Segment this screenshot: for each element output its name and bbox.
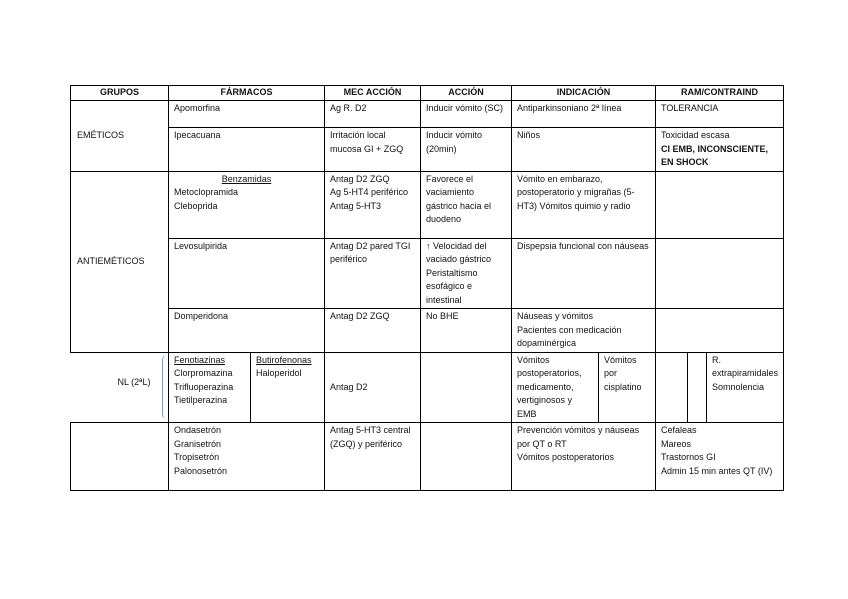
brace-icon bbox=[162, 355, 167, 419]
accion-apomorfina: Inducir vómito (SC) bbox=[421, 101, 512, 128]
drug-cleboprida: Cleboprida bbox=[174, 200, 218, 211]
ram-domperidona bbox=[656, 309, 784, 353]
mec-benzamidas-line: Antag 5-HT3 bbox=[330, 200, 382, 211]
fenotiazinas-heading: Fenotiazinas bbox=[174, 354, 226, 365]
accion-ipecacuana: Inducir vómito (20min) bbox=[421, 128, 512, 172]
header-grupos: GRUPOS bbox=[71, 86, 169, 101]
ram-apomorfina: TOLERANCIA bbox=[656, 101, 784, 128]
group-emeticos: EMÉTICOS bbox=[71, 101, 169, 172]
header-indicacion: INDICACIÓN bbox=[512, 86, 656, 101]
mec-apomorfina: Ag R. D2 bbox=[325, 101, 421, 128]
drug-levosulpirida: Levosulpirida bbox=[169, 238, 325, 309]
header-farmacos: FÁRMACOS bbox=[169, 86, 325, 101]
indicacion-nl bbox=[512, 352, 656, 423]
mec-setrones: Antag 5-HT3 central (ZGQ) y periférico bbox=[325, 423, 421, 491]
butirofenonas-cell bbox=[250, 353, 324, 423]
ram-ipecacuana-ci: CI EMB, INCONSCIENTE, EN SHOCK bbox=[661, 143, 769, 167]
ram-nl bbox=[656, 352, 784, 423]
table-row bbox=[71, 309, 784, 353]
header-accion: ACCIÓN bbox=[421, 86, 512, 101]
header-mec-accion: MEC ACCIÓN bbox=[325, 86, 421, 101]
drug-trifluoperazina: Trifluoperazina bbox=[174, 381, 234, 392]
benzamidas-heading: Benzamidas bbox=[221, 173, 272, 184]
drug-neurolepticos bbox=[169, 352, 325, 423]
ram-mareos: Mareos bbox=[661, 438, 692, 449]
indicacion-apomorfina: Antiparkinsoniano 2ª línea bbox=[512, 101, 656, 128]
table-row bbox=[71, 238, 784, 309]
ram-setrones bbox=[656, 423, 784, 491]
table-row bbox=[71, 352, 784, 423]
drug-ipecacuana: Ipecacuana bbox=[169, 128, 325, 172]
ram-benzamidas bbox=[656, 171, 784, 238]
indicacion-domperidona bbox=[512, 309, 656, 353]
pharmacology-table bbox=[70, 85, 784, 491]
mec-benzamidas bbox=[325, 171, 421, 238]
drug-domperidona: Domperidona bbox=[169, 309, 325, 353]
accion-setrones bbox=[421, 423, 512, 491]
drug-metoclopramida: Metoclopramida bbox=[174, 187, 239, 197]
indicacion-nl-cisplatino: Vómitos por cisplatino bbox=[598, 353, 655, 423]
drug-tietilperazina: Tietilperazina bbox=[174, 395, 228, 405]
drug-haloperidol: Haloperidol bbox=[256, 368, 302, 378]
indicacion-setrones bbox=[512, 423, 656, 491]
indicacion-ipecacuana: Niños bbox=[512, 128, 656, 172]
indicacion-domperidona-line: Pacientes con medicación dopaminérgica bbox=[517, 324, 622, 348]
butirofenonas-heading: Butirofenonas bbox=[256, 354, 312, 365]
group-antiemeticos: ANTIEMÉTICOS bbox=[71, 171, 169, 352]
drug-clorpromazina: Clorpromazina bbox=[174, 368, 233, 378]
fenotiazinas-cell bbox=[169, 353, 250, 423]
table-row bbox=[71, 171, 784, 238]
drug-ondasetron: Ondasetrón bbox=[174, 425, 222, 435]
ram-nl-blank bbox=[656, 353, 687, 423]
indicacion-benzamidas: Vómito en embarazo, postoperatorio y migrañas (5-HT3) Vómitos quimio y radio bbox=[512, 171, 656, 238]
drug-granisetron: Granisetrón bbox=[174, 438, 222, 449]
ram-ipecacuana-toxicidad: Toxicidad escasa bbox=[661, 130, 730, 140]
mec-ipecacuana: Irritación local mucosa GI + ZGQ bbox=[325, 128, 421, 172]
accion-levosulpirida: ↑ Velocidad del vaciado gástrico Peristaltismo esofágico e intestinal bbox=[421, 238, 512, 309]
drug-benzamidas bbox=[169, 171, 325, 238]
ram-levosulpirida bbox=[656, 238, 784, 309]
indicacion-domperidona-line: Náuseas y vómitos bbox=[517, 311, 594, 321]
group-nl bbox=[71, 352, 169, 423]
nl-label: NL (2ªL) bbox=[117, 376, 151, 387]
drug-tropisetron: Tropisetrón bbox=[174, 452, 220, 462]
header-row bbox=[71, 86, 784, 101]
table-row bbox=[71, 101, 784, 128]
accion-domperidona: No BHE bbox=[421, 309, 512, 353]
drug-setrones bbox=[169, 423, 325, 491]
indicacion-setrones-line: Prevención vómitos y náuseas por QT o RT bbox=[517, 425, 640, 449]
drug-palonosetron: Palonosetrón bbox=[174, 465, 228, 476]
table-row bbox=[71, 128, 784, 172]
ram-admin: Admin 15 min antes QT (IV) bbox=[661, 465, 773, 476]
accion-benzamidas: Favorece el vaciamiento gástrico hacia el duodeno bbox=[421, 171, 512, 238]
table-row bbox=[71, 423, 784, 491]
ram-nl-text: R. extrapiramidales Somnolencia bbox=[706, 353, 783, 423]
mec-benzamidas-line: Ag 5-HT4 periférico bbox=[330, 187, 409, 197]
indicacion-levosulpirida: Dispepsia funcional con náuseas bbox=[512, 238, 656, 309]
ram-trastornos-gi: Trastornos GI bbox=[661, 452, 716, 462]
ram-cefaleas: Cefaleas bbox=[661, 425, 697, 435]
mec-nl: Antag D2 bbox=[325, 352, 421, 423]
ram-ipecacuana bbox=[656, 128, 784, 172]
ram-nl-blank bbox=[687, 353, 706, 423]
header-ram: RAM/CONTRAIND bbox=[656, 86, 784, 101]
mec-benzamidas-line: Antag D2 ZGQ bbox=[330, 173, 390, 184]
accion-nl bbox=[421, 352, 512, 423]
mec-domperidona: Antag D2 ZGQ bbox=[325, 309, 421, 353]
drug-apomorfina: Apomorfina bbox=[169, 101, 325, 128]
indicacion-nl-general: Vómitos postoperatorios, medicamento, vertiginosos y EMB bbox=[517, 354, 582, 419]
mec-levosulpirida: Antag D2 pared TGI periférico bbox=[325, 238, 421, 309]
indicacion-setrones-line: Vómitos postoperatorios bbox=[517, 452, 615, 462]
group-empty bbox=[71, 423, 169, 491]
